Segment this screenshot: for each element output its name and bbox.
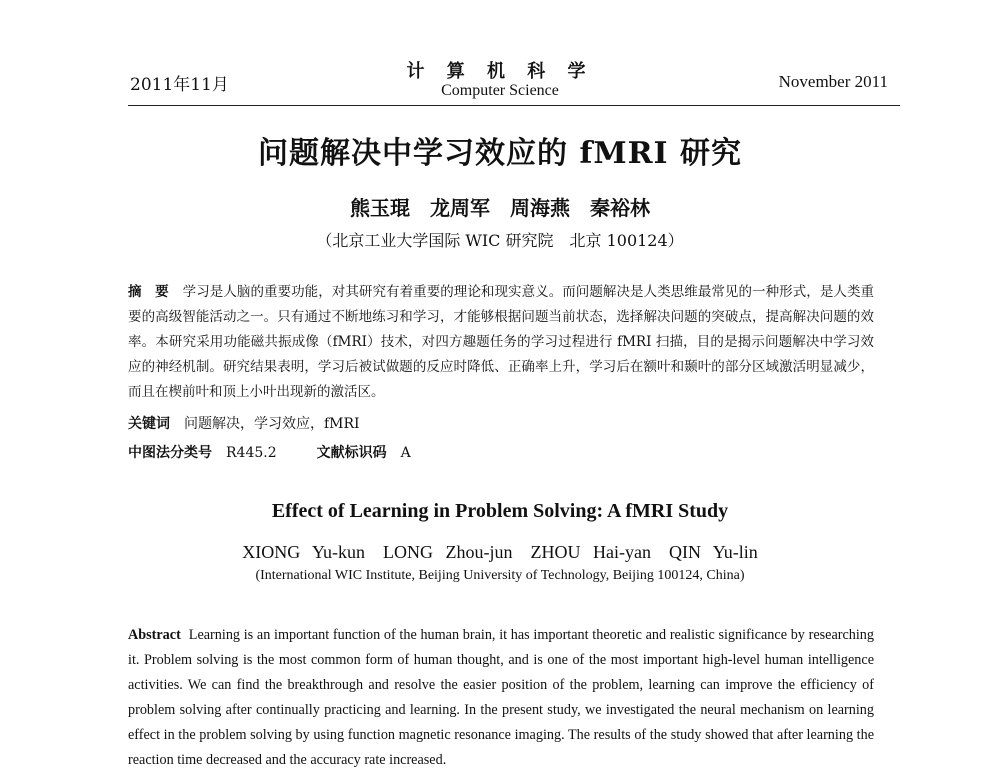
authors-cn: 熊玉琨 龙周军 周海燕 秦裕林 (350, 196, 650, 220)
keywords-text: 问题解决，学习效应，fMRI (184, 416, 360, 432)
affiliation-en: (International WIC Institute, Beijing University of Technology, Beijing 100124, China) (255, 568, 745, 583)
abstract-en-text: Learning is an important function of the human brain, it has important theoretic and realistic significance by researching it. Problem solving is the most common form of human thought, and is one of the most important high-level human intelligence activities. We can find the breakthrough and resolve the easier position of the problem, learning can improve the efficiency of problem solving after continually practicing and learning. In the present study, we investigated the neural mechanism on learning effect in the problem solving by using function magnetic resonance imaging. The results of the study showed that after learning the reaction time decreased and the accuracy rate increased. (128, 627, 874, 768)
abstract-en-label: Abstract (128, 627, 181, 643)
header-date-en: November 2011 (778, 72, 888, 91)
journal-name-en: Computer Science (441, 82, 559, 99)
abstract-en (128, 623, 874, 773)
affiliation-cn: （北京工业大学国际 WIC 研究院 北京 100124） (316, 231, 684, 250)
clc-label: 中图法分类号 (128, 445, 212, 461)
paper-title-cn: 问题解决中学习效应的 fMRI 研究 (258, 136, 742, 171)
keywords (128, 413, 360, 433)
doc-code-label: 文献标识码 (316, 445, 387, 461)
clc-value: R445.2 (226, 445, 277, 461)
abstract-cn-text: 学习是人脑的重要功能，对其研究有着重要的理论和现实意义。而问题解决是人类思维最常见的一种形式，是人类重要的高级智能活动之一。只有通过不断地练习和学习，才能够根据问题当前状态，选择解决问题的突破点，提高解决问题的效率。本研究采用功能磁共振成像（fMRI）技术，对四方趣题任务的学习过程进行 fMRI 扫描，目的是揭示问题解决中学习效应的神经机制。研究结果表明，学习后被试做题的反应时降低、正确率上升，学习后在额叶和颞叶的部分区域激活明显减少，而且在楔前叶和顶上小叶出现新的激活区。 (128, 284, 875, 400)
header-rule (128, 105, 900, 106)
abstract-cn-label: 摘 要 (128, 284, 169, 300)
paper-title-en: Effect of Learning in Problem Solving: A fMRI Study (271, 500, 729, 522)
keywords-label: 关键词 (128, 416, 170, 432)
authors-en: XIONG Yu-kun LONG Zhou-jun ZHOU Hai-yan QIN Yu-lin (242, 542, 758, 562)
abstract-cn (128, 280, 874, 405)
header-date-cn: 2011年11月 (130, 75, 229, 95)
doc-code-value: A (400, 445, 411, 461)
classification (128, 442, 411, 462)
journal-name-cn: 计 算 机 科 学 (406, 61, 594, 82)
